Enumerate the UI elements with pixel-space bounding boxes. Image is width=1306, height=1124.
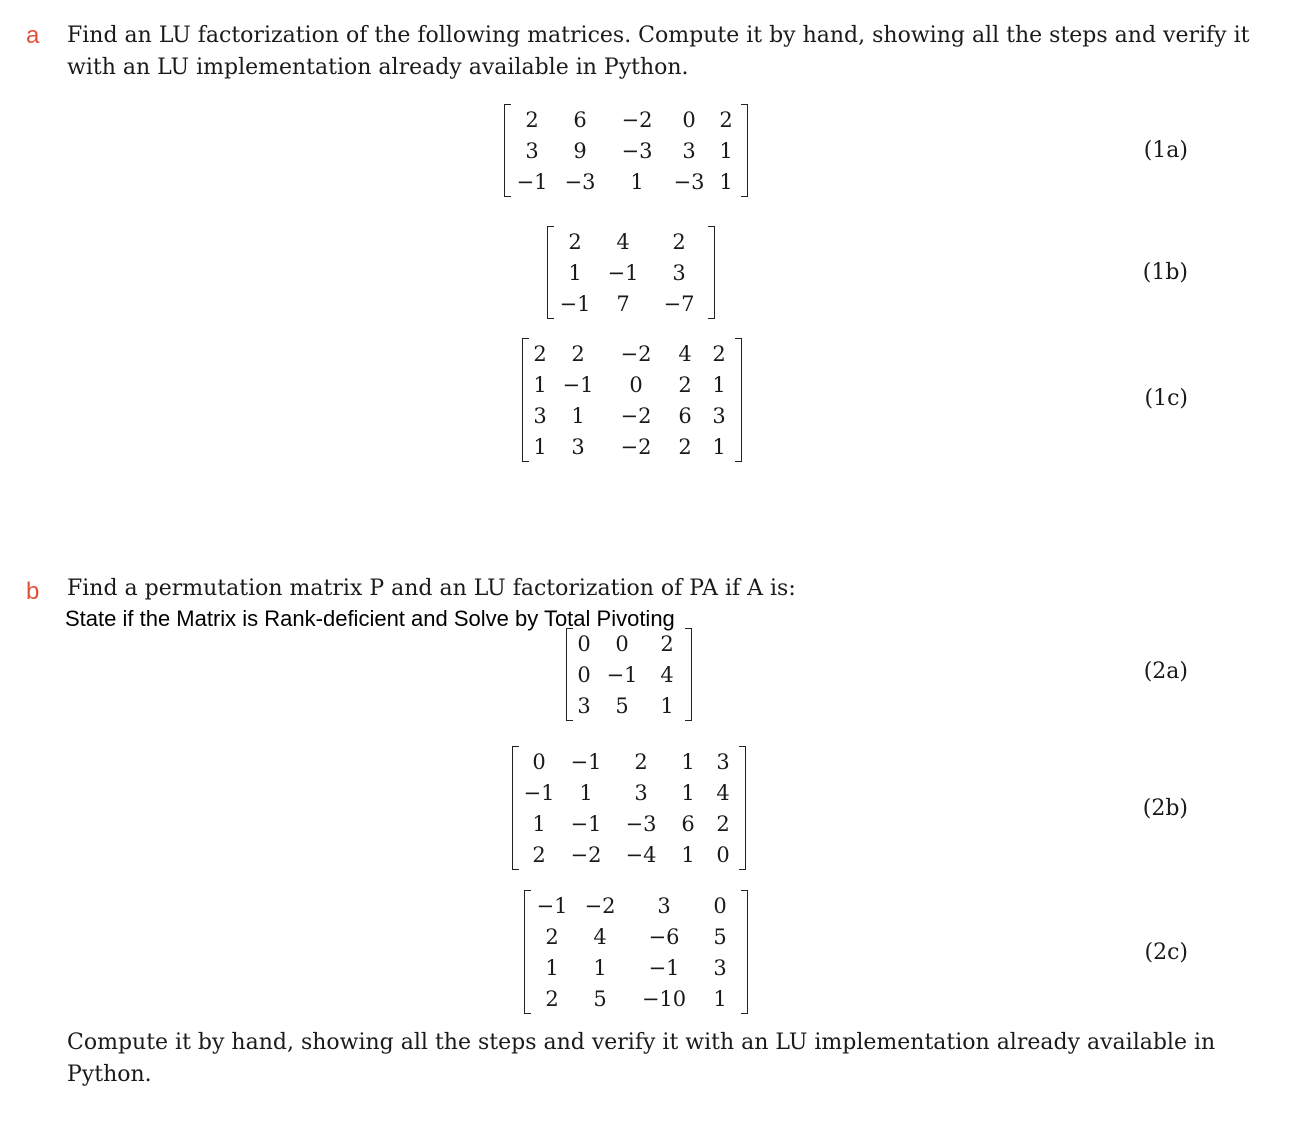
- matrix-entry: 2: [634, 749, 648, 774]
- part-b-closing: [67, 1027, 1216, 1091]
- matrix-entry: −2: [584, 893, 616, 918]
- matrix-entry: 4: [716, 780, 730, 805]
- matrix-entries: [574, 628, 684, 721]
- matrix-entry: 1: [681, 842, 695, 867]
- matrix-entry: 1: [533, 434, 547, 459]
- matrix-entries: [520, 746, 738, 870]
- matrix-entry: −3: [621, 138, 653, 163]
- matrix-entry: 3: [713, 955, 727, 980]
- equation-label-2b: (2b): [1142, 796, 1188, 821]
- matrix-entry: −1: [606, 662, 638, 687]
- matrix-row: [512, 104, 740, 135]
- matrix-entry: 1: [712, 434, 726, 459]
- matrix-row: [574, 628, 684, 659]
- matrix-right-bracket: [741, 890, 748, 1014]
- matrix-entry: 6: [678, 403, 692, 428]
- matrix-entry: 2: [532, 842, 546, 867]
- matrix-row: [530, 369, 734, 400]
- matrix-entries: [532, 890, 740, 1014]
- matrix-entry: 0: [577, 662, 591, 687]
- matrix-left-bracket: [566, 628, 573, 721]
- matrix-entry: 1: [719, 169, 733, 194]
- matrix-entry: 5: [713, 924, 727, 949]
- matrix-entry: 3: [672, 260, 686, 285]
- matrix-entry: −2: [620, 341, 652, 366]
- matrix-entry: −1: [516, 169, 548, 194]
- matrix-entry: 1: [579, 780, 593, 805]
- matrix-row: [532, 921, 740, 952]
- matrix-entry: 6: [573, 107, 587, 132]
- matrix-entry: −1: [570, 811, 602, 836]
- matrix-entry: 2: [533, 341, 547, 366]
- matrix-1c: [522, 338, 742, 462]
- matrix-entry: −2: [620, 434, 652, 459]
- matrix-entry: 1: [593, 955, 607, 980]
- matrix-entry: 2: [545, 986, 559, 1011]
- matrix-row: [530, 338, 734, 369]
- part-a-instructions: [67, 20, 1250, 84]
- matrix-entry: 5: [593, 986, 607, 1011]
- matrix-entry: 0: [577, 631, 591, 656]
- matrix-right-bracket: [685, 628, 692, 721]
- matrix-entry: 4: [593, 924, 607, 949]
- matrix-row: [512, 135, 740, 166]
- matrix-row: [532, 890, 740, 921]
- matrix-entry: 1: [719, 138, 733, 163]
- matrix-entries: [555, 226, 707, 319]
- matrix-right-bracket: [708, 226, 715, 319]
- matrix-entry: 2: [719, 107, 733, 132]
- matrix-entry: 3: [533, 403, 547, 428]
- matrix-entry: 2: [678, 372, 692, 397]
- matrix-2b: [512, 746, 746, 870]
- matrix-entry: 4: [616, 229, 630, 254]
- matrix-entry: 2: [672, 229, 686, 254]
- matrix-left-bracket: [512, 746, 519, 870]
- matrix-left-bracket: [524, 890, 531, 1014]
- part-b-line-1: Find a permutation matrix P and an LU factorization of PA if A is:: [67, 576, 796, 601]
- matrix-entry: −1: [607, 260, 639, 285]
- matrix-entry: 3: [577, 693, 591, 718]
- matrix-entry: 4: [660, 662, 674, 687]
- matrix-row: [520, 777, 738, 808]
- equation-label-2a: (2a): [1143, 659, 1188, 684]
- matrix-entry: 6: [681, 811, 695, 836]
- matrix-row: [530, 400, 734, 431]
- matrix-entry: 1: [681, 749, 695, 774]
- matrix-entry: 1: [712, 372, 726, 397]
- matrix-entry: 1: [660, 693, 674, 718]
- matrix-row: [520, 808, 738, 839]
- matrix-entry: 4: [678, 341, 692, 366]
- part-a-line-2: with an LU implementation already available in Python.: [67, 55, 689, 80]
- matrix-entry: −2: [570, 842, 602, 867]
- matrix-left-bracket: [522, 338, 529, 462]
- part-b-pivoting-note: State if the Matrix is Rank-deficient and Solve by Total Pivoting: [65, 606, 675, 631]
- matrix-entry: 1: [630, 169, 644, 194]
- matrix-entry: 7: [616, 291, 630, 316]
- matrix-entry: 2: [571, 341, 585, 366]
- equation-label-1c: (1c): [1144, 386, 1188, 411]
- matrix-entry: 1: [533, 372, 547, 397]
- matrix-row: [520, 746, 738, 777]
- matrix-entry: −1: [536, 893, 568, 918]
- matrix-entry: 9: [573, 138, 587, 163]
- matrix-entry: 2: [712, 341, 726, 366]
- matrix-row: [532, 983, 740, 1014]
- matrix-entry: 1: [681, 780, 695, 805]
- matrix-entry: −3: [673, 169, 705, 194]
- matrix-entry: 3: [525, 138, 539, 163]
- equation-label-2c: (2c): [1144, 940, 1188, 965]
- matrix-1a: [504, 104, 748, 197]
- matrix-2a: [566, 628, 692, 721]
- equation-label-1b: (1b): [1142, 260, 1188, 285]
- matrix-row: [555, 226, 707, 257]
- matrix-entry: 1: [713, 986, 727, 1011]
- matrix-entry: 3: [571, 434, 585, 459]
- matrix-row: [574, 690, 684, 721]
- matrix-entry: 2: [678, 434, 692, 459]
- equation-label-1a: (1a): [1143, 138, 1188, 163]
- matrix-entry: 5: [615, 693, 629, 718]
- matrix-1b: [547, 226, 715, 319]
- matrix-entry: −3: [564, 169, 596, 194]
- matrix-entry: −3: [625, 811, 657, 836]
- matrix-row: [520, 839, 738, 870]
- matrix-entry: 1: [545, 955, 559, 980]
- matrix-entry: −1: [648, 955, 680, 980]
- matrix-entry: 0: [629, 372, 643, 397]
- matrix-entry: 2: [545, 924, 559, 949]
- matrix-entry: −1: [523, 780, 555, 805]
- matrix-entry: −7: [663, 291, 695, 316]
- closing-line-1: Compute it by hand, showing all the steps and verify it with an LU implementation already available in: [67, 1030, 1216, 1055]
- matrix-entry: −1: [559, 291, 591, 316]
- matrix-right-bracket: [739, 746, 746, 870]
- part-b-instruction: [67, 573, 1189, 605]
- matrix-entry: −6: [648, 924, 680, 949]
- matrix-entry: 0: [615, 631, 629, 656]
- matrix-entry: 0: [532, 749, 546, 774]
- matrix-entry: −4: [625, 842, 657, 867]
- matrix-entry: 2: [525, 107, 539, 132]
- matrix-entry: 2: [716, 811, 730, 836]
- part-a-marker: a: [26, 22, 40, 49]
- matrix-entry: −1: [570, 749, 602, 774]
- matrix-row: [574, 659, 684, 690]
- matrix-row: [532, 952, 740, 983]
- matrix-right-bracket: [741, 104, 748, 197]
- matrix-entry: 1: [571, 403, 585, 428]
- matrix-entry: 0: [716, 842, 730, 867]
- matrix-row: [512, 166, 740, 197]
- closing-line-2: Python.: [67, 1062, 152, 1087]
- matrix-left-bracket: [504, 104, 511, 197]
- matrix-entries: [512, 104, 740, 197]
- matrix-entry: 0: [682, 107, 696, 132]
- matrix-entry: 3: [716, 749, 730, 774]
- matrix-entry: 3: [712, 403, 726, 428]
- matrix-entries: [530, 338, 734, 462]
- matrix-entry: 2: [660, 631, 674, 656]
- matrix-row: [555, 257, 707, 288]
- matrix-entry: 1: [568, 260, 582, 285]
- matrix-entry: 2: [568, 229, 582, 254]
- matrix-entry: −2: [621, 107, 653, 132]
- matrix-entry: −1: [562, 372, 594, 397]
- matrix-row: [530, 431, 734, 462]
- matrix-entry: −2: [620, 403, 652, 428]
- matrix-right-bracket: [735, 338, 742, 462]
- part-a-line-1: Find an LU factorization of the following matrices. Compute it by hand, showing all the steps and verify it: [67, 23, 1250, 48]
- matrix-left-bracket: [547, 226, 554, 319]
- matrix-entry: 0: [713, 893, 727, 918]
- part-b-marker: b: [26, 578, 40, 605]
- matrix-entry: 3: [657, 893, 671, 918]
- matrix-entry: 3: [634, 780, 648, 805]
- matrix-entry: 1: [532, 811, 546, 836]
- matrix-2c: [524, 890, 748, 1014]
- matrix-row: [555, 288, 707, 319]
- matrix-entry: 3: [682, 138, 696, 163]
- matrix-entry: −10: [641, 986, 687, 1011]
